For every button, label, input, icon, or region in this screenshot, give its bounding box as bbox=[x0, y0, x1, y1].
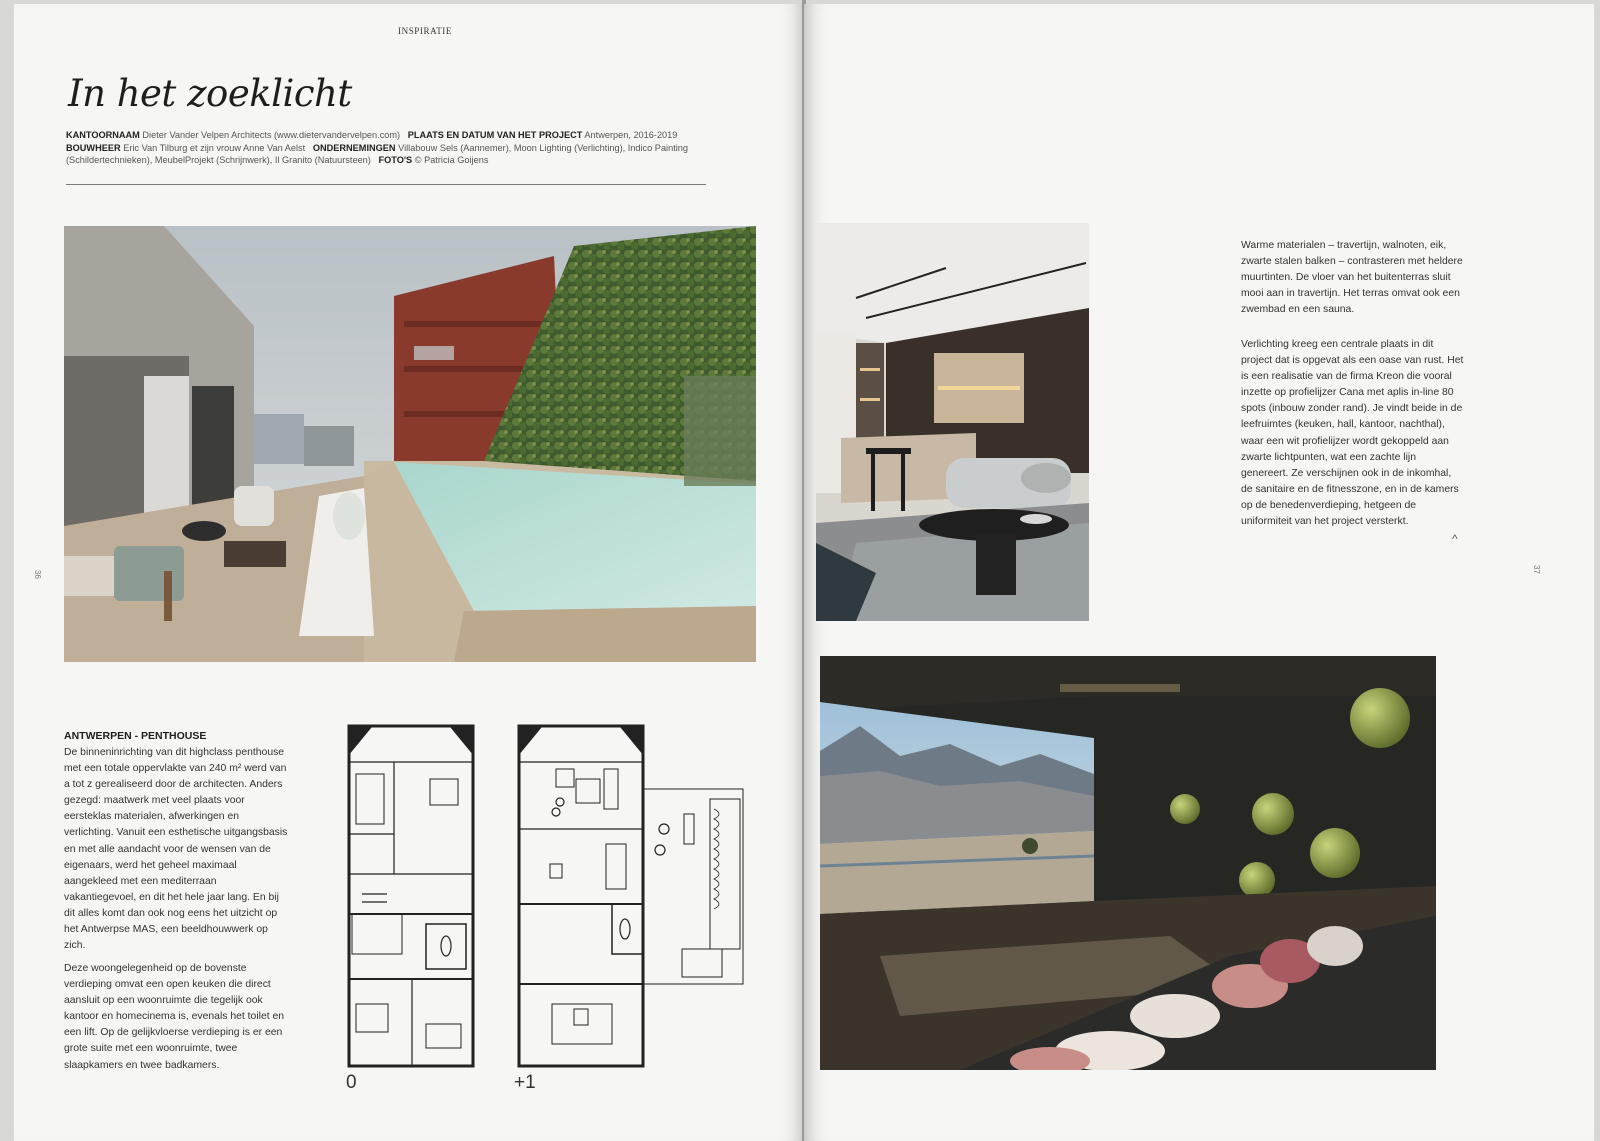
right-paragraph-1: Warme materialen – travertijn, walnoten, eik, zwarte stalen balken – contrasteren met heldere muurtinten. De vloer van het buitenterras sluit mooi aan in travertijn. Het terras omvat ook een zwembad en een sauna. bbox=[1241, 240, 1463, 316]
credit-value-place: Antwerpen, 2016-2019 bbox=[584, 130, 678, 140]
plan-label-first: +1 bbox=[514, 1072, 536, 1093]
left-page bbox=[14, 4, 804, 1141]
floor-plans bbox=[342, 724, 762, 1074]
page-number-left: 36 bbox=[32, 570, 42, 579]
credit-key-photos: FOTO'S bbox=[378, 155, 413, 166]
terrace-pool-photo bbox=[64, 226, 756, 662]
project-credits bbox=[66, 129, 706, 167]
credit-value-client: Eric Van Tilburg et zijn vrouw Anne Van Aelst bbox=[123, 142, 306, 153]
credit-key-office: KANTOORNAAM bbox=[66, 130, 140, 140]
title-rule bbox=[66, 184, 706, 185]
body-paragraph-2: Deze woongelegenheid op de bovenste verdieping omvat een open keuken die direct aansluit op een woonruimte die tegelijk ook kantoor en homecinema is, evenals het toilet en een lift. Op de gelijkvloerse verdieping is er een grote suite met een woonruimte, twee slaapkamers en twee badkamers. bbox=[64, 963, 285, 1071]
credit-value-companies: Villabouw Sels (Aannemer), Moon Lighting (Verlichting), Indico Painting (Schildertechnieken), MeubelProjekt (Schrijnwerk), Il Granito (Natuursteen) bbox=[66, 142, 689, 166]
page-number-right: 37 bbox=[1531, 565, 1541, 574]
body-paragraph-1: De binneninrichting van dit highclass penthouse met een totale oppervlakte van 240 m² werd van a tot z gerealiseerd door de architecten. Anders gezegd: maatwerk met veel plaats voor eersteklas materialen, afwerkingen en verlichting. Vanuit een esthetische uitgangsbasis en met alle aandacht voor de wensen van de eigenaars, werd het geheel maximaal aangekleed met een mediterraan vakantiegevoel, en dit het hele jaar lang. En bij dit alles komt dan ook nog eens het uitzicht op het Antwerpse MAS, een beeldhouwwerk op zich. bbox=[64, 747, 288, 952]
right-paragraph-2: Verlichting kreeg een centrale plaats in dit project dat is opgevat als een oase van rust. Het is een realisatie van de firma Kreon die vooral inzette op profielijzer Cana met aplis in-line 80 spots (inbouw zonder rand). Je vindt beide in de leefruimtes (keuken, hall, kantoor, nachthal), waar een wit profielijzer wordt gekoppeld aan zwarte lichtpunten, wat een zachte lijn genereert. Ze verschijnen ook in de inkomhal, de sanitaire en de fitnesszone, en in de kamers op de benedenverdieping, hetgeen de uniformiteit van het project versterkt. bbox=[1241, 339, 1464, 528]
section-heading: ANTWERPEN - PENTHOUSE bbox=[64, 730, 207, 742]
kitchen-photo bbox=[816, 223, 1089, 621]
credit-value-office: Dieter Vander Velpen Architects (www.dietervandervelpen.com) bbox=[142, 130, 401, 140]
credit-value-photos: © Patricia Goijens bbox=[414, 155, 489, 166]
right-page bbox=[804, 4, 1594, 1141]
credit-key-place: PLAATS EN DATUM VAN HET PROJECT bbox=[407, 130, 583, 140]
end-mark: ^ bbox=[1452, 532, 1458, 546]
plan-label-ground: 0 bbox=[346, 1072, 357, 1093]
credit-key-client: BOUWHEER bbox=[66, 142, 121, 153]
credit-key-companies: ONDERNEMINGEN bbox=[312, 142, 396, 153]
article-title: In het zoeklicht bbox=[68, 72, 352, 115]
running-head: INSPIRATIE bbox=[398, 26, 453, 36]
home-cinema-photo bbox=[820, 656, 1436, 1070]
